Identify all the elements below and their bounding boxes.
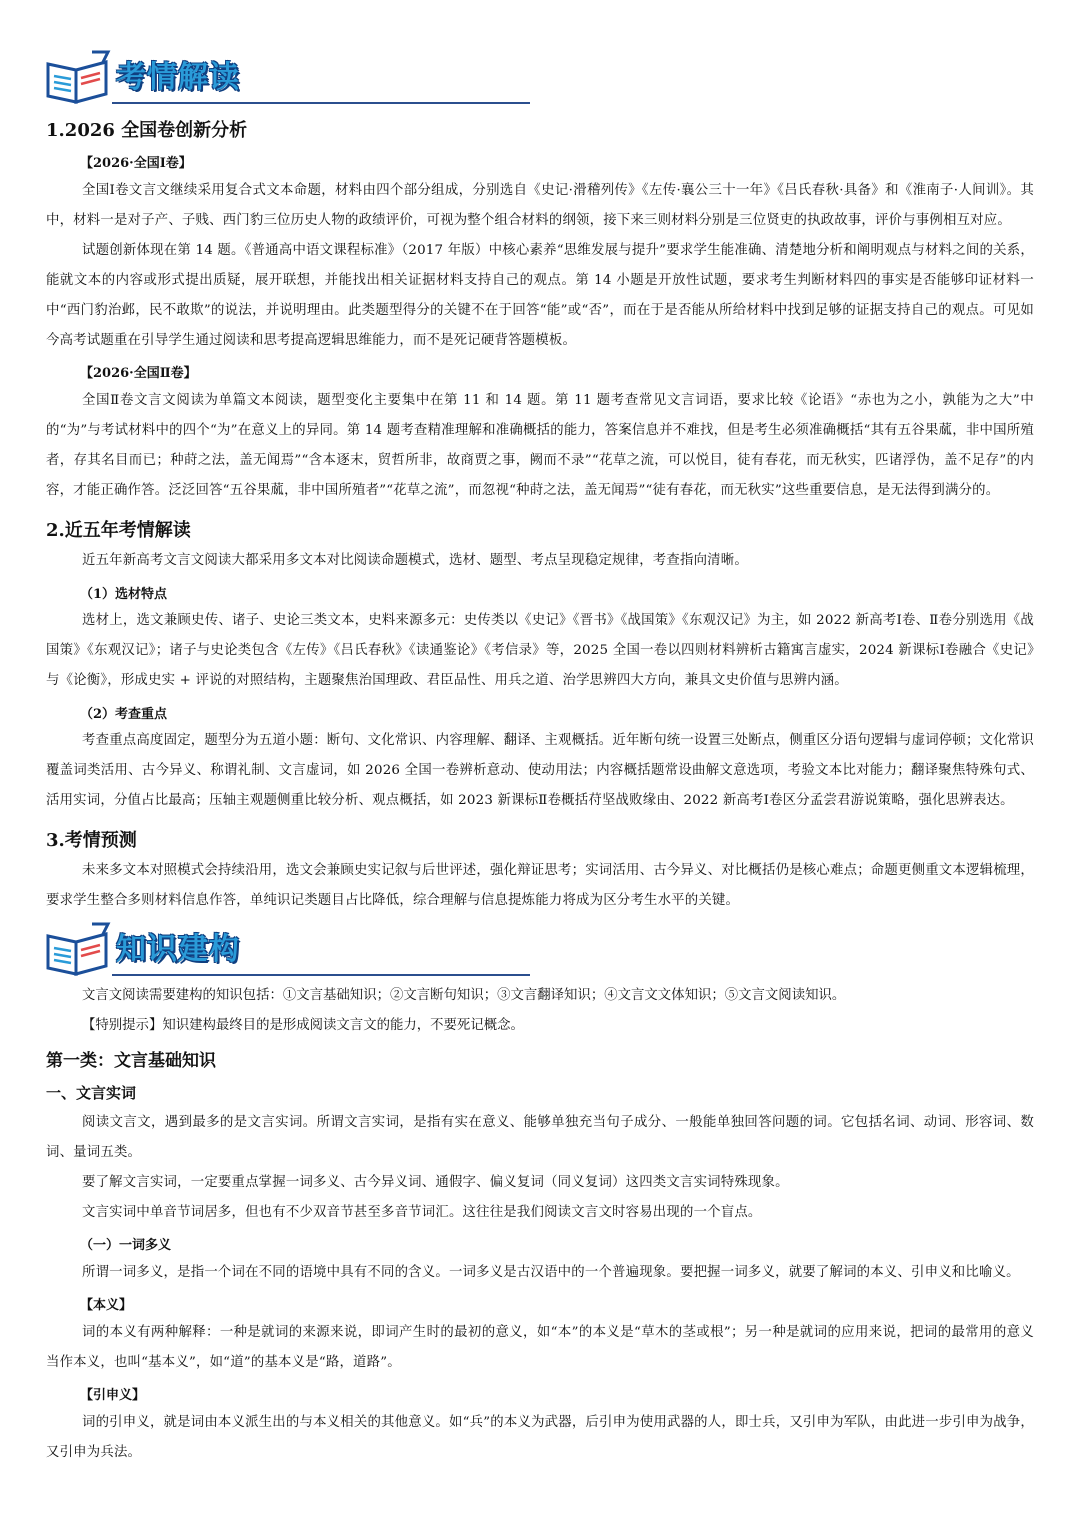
paragraph: 阅读文言文，遇到最多的是文言实词。所谓文言实词，是指有实在意义、能够单独充当句子成分、一般能单独回答问题的词。它包括名词、动词、形容词、数词、量词五类。 xyxy=(46,1115,1034,1160)
subheading-focus: （2）考查重点 xyxy=(80,707,168,722)
paragraph: 词的本义有两种解释：一种是就词的来源来说，即词产生时的最初的意义，如“本”的本义是“草木的茎或根”；另一种是就词的应用来说，把词的最常用的意义当作本义，也叫“基本义”，如“道”的基本义是“路，道路”。 xyxy=(46,1325,1034,1370)
paragraph: 考查重点高度固定，题型分为五道小题：断句、文化常识、内容理解、翻译、主观概括。近年断句统一设置三处断点，侧重区分语句逻辑与虚词停顿；文化常识覆盖词类活用、古今异义、称谓礼制、文言虚词，如 2026 全国一卷辨析意动、使动用法；内容概括题常设曲解文意选项，考验文本比对能力；翻译聚焦特殊句式、活用实词，分值占比最高；压轴主观题侧重比较分析、观点概括，如 2023 新课标Ⅱ卷概括苻坚战败缘由、2022 新高考Ⅰ卷区分孟尝君游说策略，强化思辨表达。 xyxy=(46,733,1034,808)
open-book-icon xyxy=(44,48,112,106)
banner-underline xyxy=(112,102,530,104)
paragraph: 全国Ⅰ卷文言文继续采用复合式文本命题，材料由四个部分组成，分别选自《史记·滑稽列传》《左传·襄公三十一年》《吕氏春秋·具备》和《淮南子·人间训》。其中，材料一是对子产、子贱、西门豹三位历史人物的政绩评价，可视为整个组合材料的纲领，接下来三则材料分别是三位贤吏的执政故事，评价与事例相互对应。 xyxy=(46,183,1034,228)
paragraph: 词的引申义，就是词由本义派生出的与本义相关的其他意义。如“兵”的本义为武器，后引申为使用武器的人，即士兵，又引申为军队，由此进一步引申为战争，又引申为兵法。 xyxy=(46,1415,1034,1460)
section-heading-innovation: 1.2026 全国卷创新分析 xyxy=(46,120,248,141)
banner-title: 知识建构 xyxy=(116,932,240,967)
paragraph: 全国Ⅱ卷文言文阅读为单篇文本阅读，题型变化主要集中在第 11 和 14 题。第 11 题考查常见文言词语，要求比较《论语》“赤也为之小，孰能为之大”中的“为”与考试材料中的四个“为”在意义上的异同。第 14 题考查精准理解和准确概括的能力，答案信息并不难找，但是考生必须准确概括“其有五谷果蓏，非中国所殖者，存其名目而已；种莳之法，盖无闻焉”“含本逐末，贸哲所非，故商贾之事，阙而不录”“花草之流，可以悦目，徒有春花，而无秋实，匹诸浮伪，盖不足存”的内容，才能正确作答。泛泛回答“五谷果蓏，非中国所殖者”“花草之流”，而忽视“种莳之法，盖无闻焉”“徒有春花，而无秋实”这些重要信息，是无法得到满分的。 xyxy=(46,393,1034,498)
section-banner-exam-analysis xyxy=(44,46,534,106)
paragraph: 要了解文言实词，一定要重点掌握一词多义、古今异义词、通假字、偏义复词（同义复词）这四类文言实词特殊现象。 xyxy=(82,1175,789,1190)
subheading-content-words: 一、文言实词 xyxy=(46,1084,137,1102)
paragraph: 试题创新体现在第 14 题。《普通高中语文课程标准》（2017 年版）中核心素养“思维发展与提升”要求学生能准确、清楚地分析和阐明观点与材料之间的关系，能就文本的内容或形式提出质疑，展开联想，并能找出相关证据材料支持自己的观点。第 14 小题是开放性试题，要求考生判断材料四的事实是否能够印证材料一中“西门豹治邺，民不敢欺”的说法，并说明理由。此类题型得分的关键不在于回答“能”或“否”，而在于是否能从所给材料中找到足够的证据支持自己的观点。可见如今高考试题重在引导学生通过阅读和思考提高逻辑思维能力，而不是死记硬背答题模板。 xyxy=(46,243,1034,348)
section-heading-forecast: 3.考情预测 xyxy=(46,830,137,851)
exam-tag-national-1: 【2026·全国Ⅰ卷】 xyxy=(80,156,192,171)
paragraph: 选材上，选文兼顾史传、诸子、史论三类文本，史料来源多元：史传类以《史记》《晋书》《战国策》《东观汉记》为主，如 2022 新高考Ⅰ卷、Ⅱ卷分别选用《战国策》《东观汉记》；诸子与史论类包含《左传》《吕氏春秋》《读通鉴论》《考信录》等，2025 全国一卷以四则材料辨析古籍寓言虚实，2024 新课标Ⅰ卷融合《史记》与《论衡》，形成史实 + 评说的对照结构，主题聚焦治国理政、君臣品性、用兵之道、治学思辨四大方向，兼具文史价值与思辨内涵。 xyxy=(46,613,1034,688)
category-heading: 第一类：文言基础知识 xyxy=(46,1051,216,1071)
section-banner-knowledge xyxy=(44,918,534,978)
paragraph: 近五年新高考文言文阅读大都采用多文本对比阅读命题模式，选材、题型、考点呈现稳定规律，考查指向清晰。 xyxy=(82,553,748,568)
special-tip: 【特别提示】知识建构最终目的是形成阅读文言文的能力，不要死记概念。 xyxy=(82,1018,524,1033)
banner-title: 考情解读 xyxy=(116,60,240,95)
exam-tag-national-2: 【2026·全国Ⅱ卷】 xyxy=(80,366,197,381)
subheading-polysemy: （一）一词多义 xyxy=(80,1238,172,1253)
paragraph: 文言实词中单音节词居多，但也有不少双音节甚至多音节词汇。这往往是我们阅读文言文时容易出现的一个盲点。 xyxy=(82,1205,762,1220)
paragraph: 所谓一词多义，是指一个词在不同的语境中具有不同的含义。一词多义是古汉语中的一个普遍现象。要把握一词多义，就要了解词的本义、引申义和比喻义。 xyxy=(82,1265,1020,1280)
paragraph: 未来多文本对照模式会持续沿用，选文会兼顾史实记叙与后世评述，强化辩证思考；实词活用、古今异义、对比概括仍是核心难点；命题更侧重文本逻辑梳理，要求学生整合多则材料信息作答，单纯识记类题目占比降低，综合理解与信息提炼能力将成为区分考生水平的关键。 xyxy=(46,863,1034,908)
subheading-material: （1）选材特点 xyxy=(80,587,168,602)
tag-extended-meaning: 【引申义】 xyxy=(80,1388,146,1403)
knowledge-list: 文言文阅读需要建构的知识包括：①文言基础知识；②文言断句知识；③文言翻译知识；④文言文文体知识；⑤文言文阅读知识。 xyxy=(82,988,846,1003)
open-book-icon xyxy=(44,920,112,978)
tag-original-meaning: 【本义】 xyxy=(80,1298,133,1313)
banner-underline xyxy=(112,974,530,976)
section-heading-five-years: 2.近五年考情解读 xyxy=(46,520,191,541)
